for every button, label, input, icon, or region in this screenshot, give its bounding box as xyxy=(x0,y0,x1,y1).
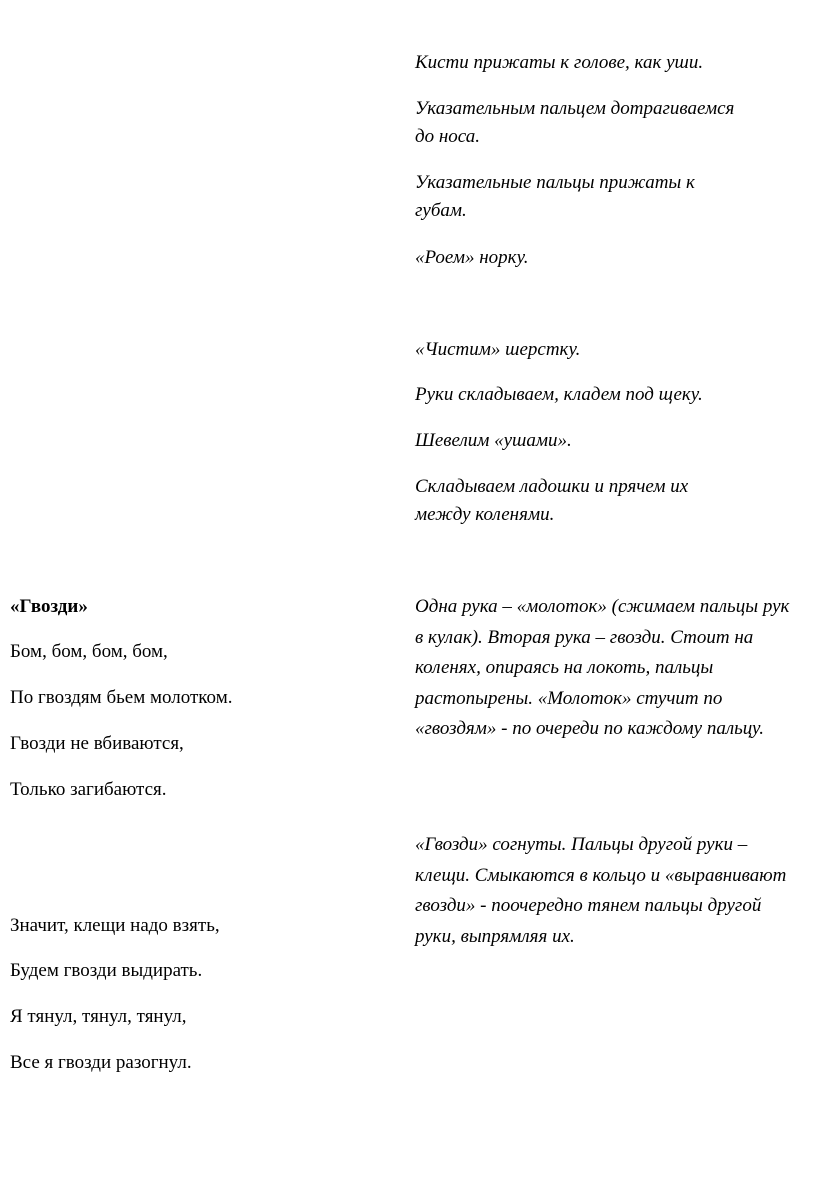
instruction-line: Указательные пальцы прижаты к xyxy=(415,172,695,193)
instruction-line: до носа. xyxy=(415,126,480,147)
instruction-line: «Роем» норку. xyxy=(415,247,529,268)
instruction-line: Шевелим «ушами». xyxy=(415,430,572,451)
poem-line: Значит, клещи надо взять, xyxy=(10,915,220,936)
poem-line: Будем гвозди выдирать. xyxy=(10,960,203,981)
instruction-line: Руки складываем, кладем под щеку. xyxy=(415,384,703,405)
instruction-line: Указательным пальцем дотрагиваемся xyxy=(415,98,735,119)
instruction-line: «Чистим» шерстку. xyxy=(415,339,581,360)
poem-line: Бом, бом, бом, бом, xyxy=(10,641,168,662)
poem-line: Все я гвозди разогнул. xyxy=(10,1052,192,1073)
poem-line: Гвозди не вбиваются, xyxy=(10,733,184,754)
instruction-line: губам. xyxy=(415,200,467,221)
instruction-line: Складываем ладошки и прячем их xyxy=(415,476,689,497)
poem-line: По гвоздям бьем молотком. xyxy=(10,687,233,708)
poem-title: «Гвозди» xyxy=(10,596,88,617)
poem-line: Я тянул, тянул, тянул, xyxy=(10,1006,187,1027)
instruction-hammer: Одна рука – «молоток» (сжимаем пальцы рук в кулак). Вторая рука – гвозди. Стоит на коленях, опираясь на локоть, пальцы растопырены. «Молоток» стучит по «гвоздям» - по очереди по каждому пальцу. xyxy=(415,596,790,739)
instruction-line: между коленями. xyxy=(415,504,555,525)
instruction-pliers: «Гвозди» согнуты. Пальцы другой руки – клещи. Смыкаются в кольцо и «выравнивают гвозди» - поочередно тянем пальцы другой руки, выпрямляя их. xyxy=(415,834,787,947)
poem-line: Только загибаются. xyxy=(10,779,167,800)
instruction-line: Кисти прижаты к голове, как уши. xyxy=(415,52,704,73)
